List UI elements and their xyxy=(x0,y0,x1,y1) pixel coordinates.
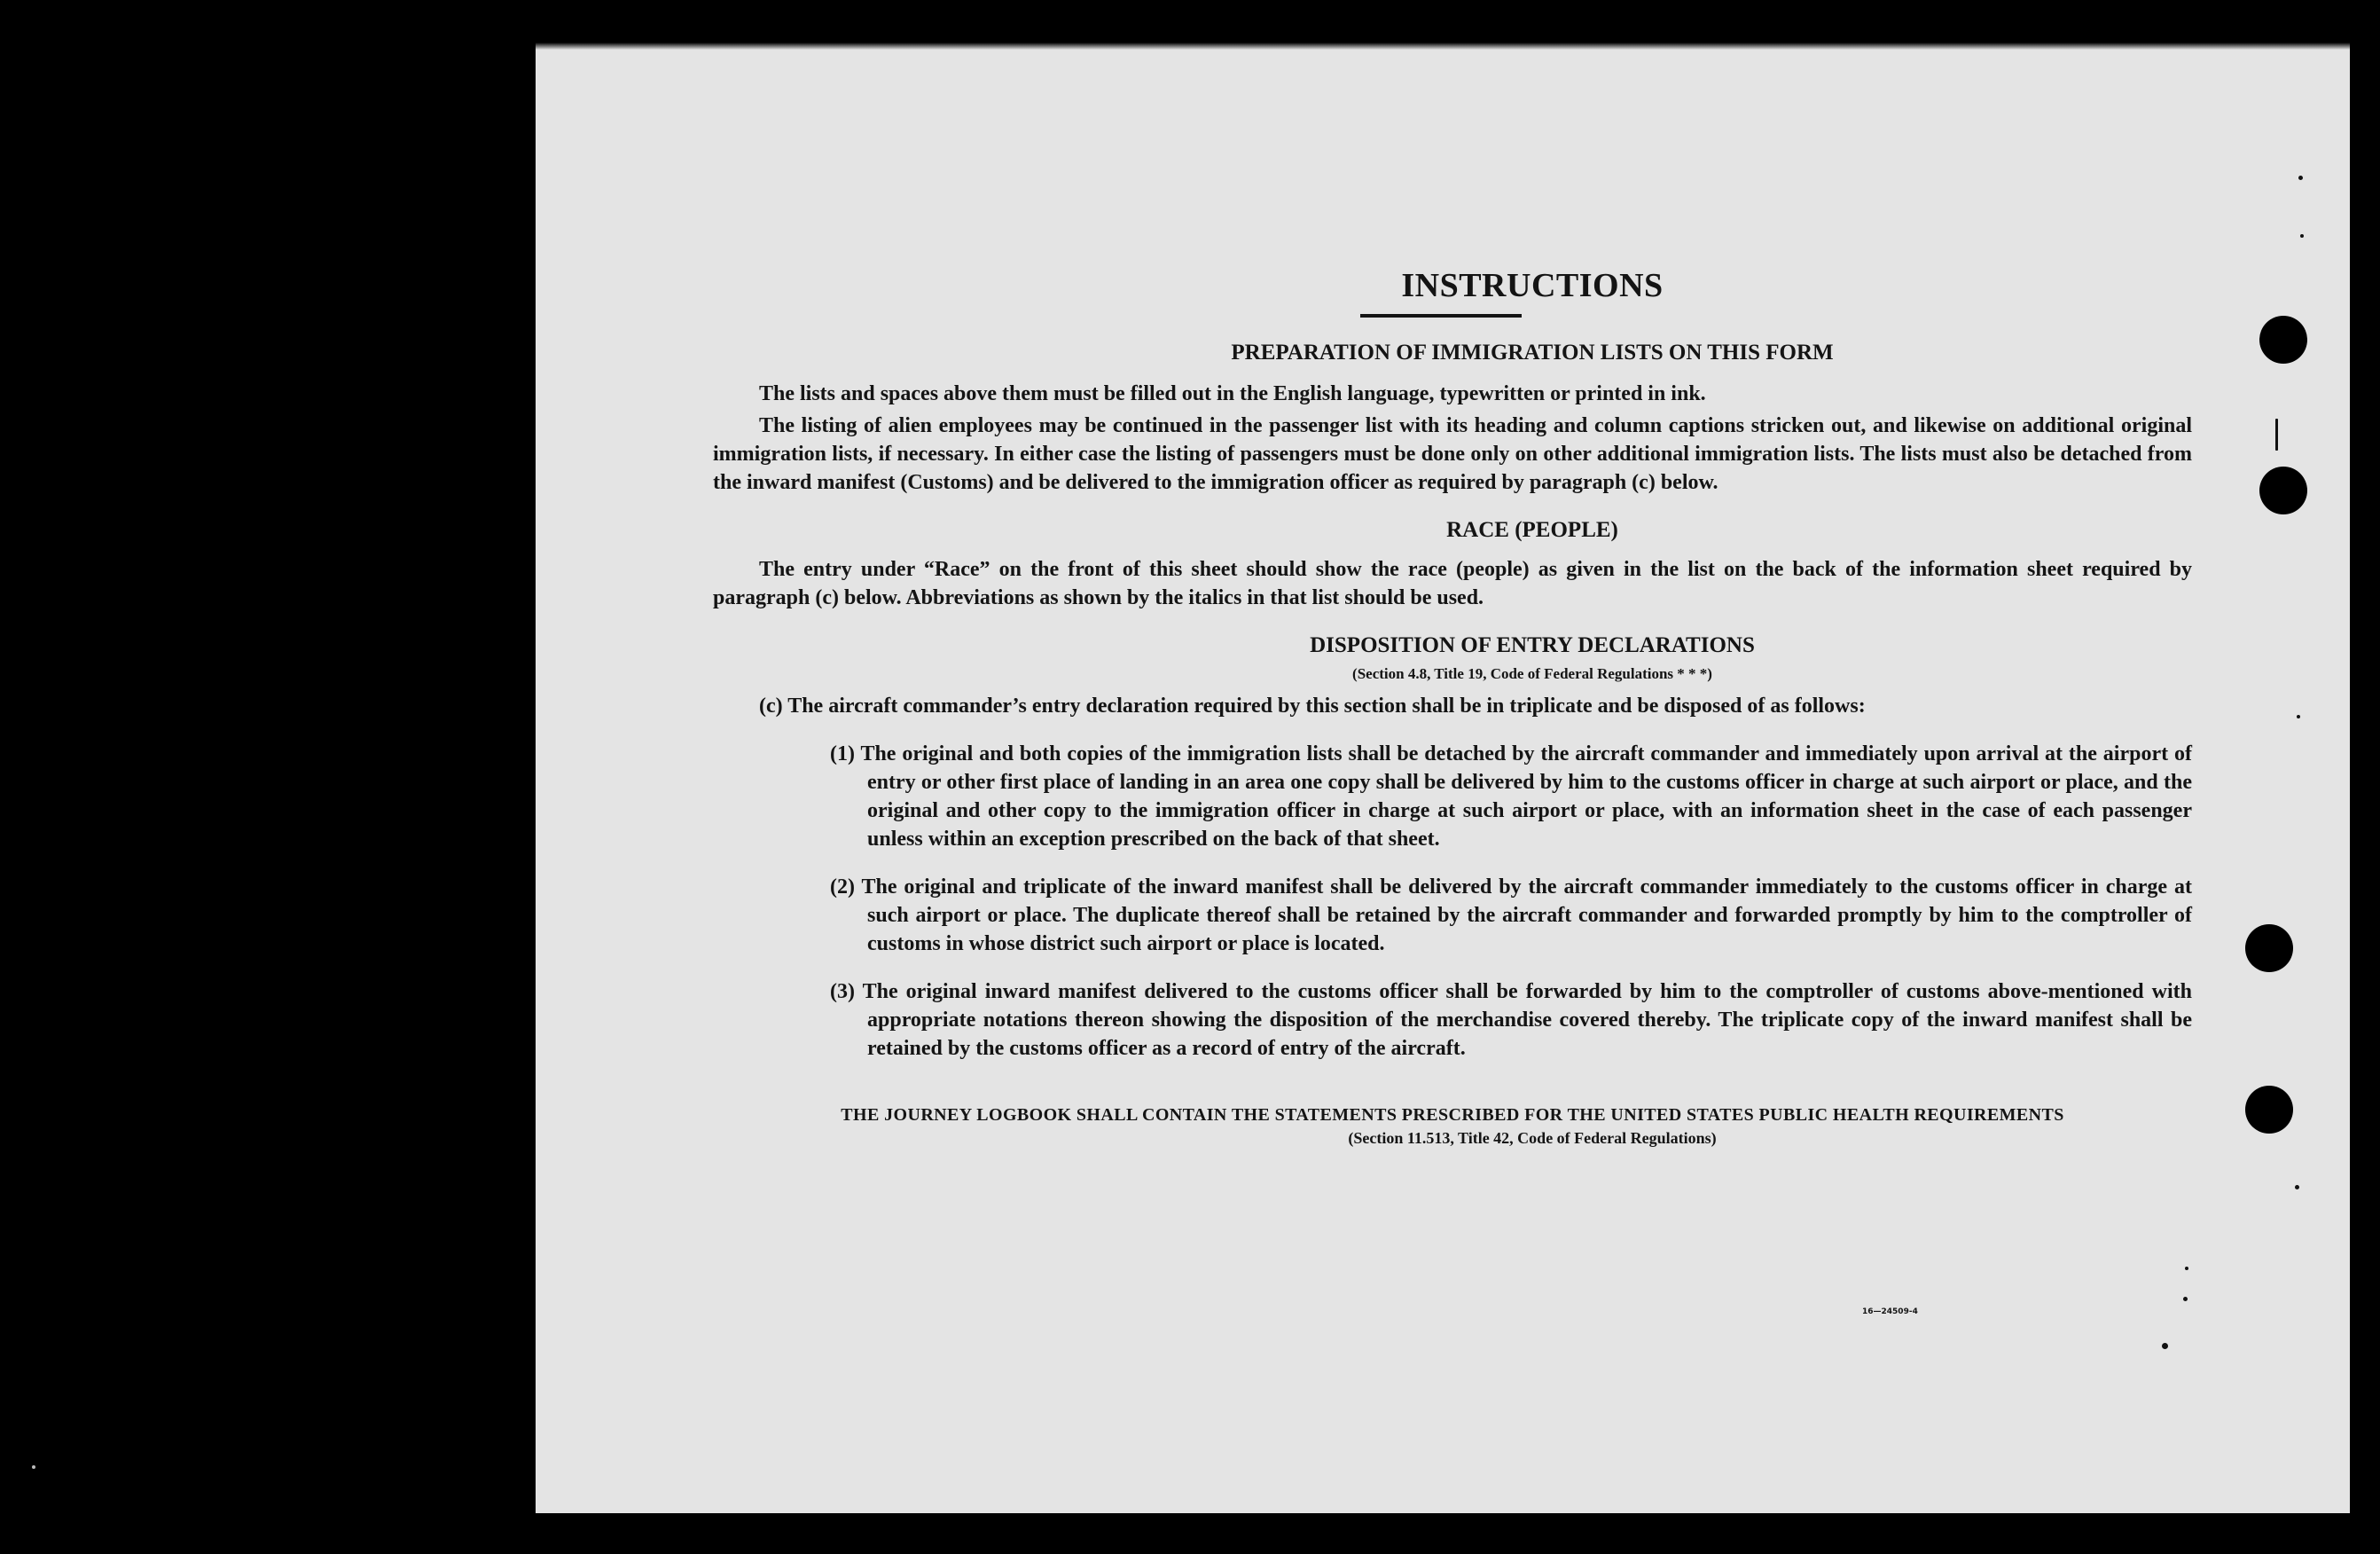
scan-speck xyxy=(2185,1267,2188,1270)
citation-section-4-8: (Section 4.8, Title 19, Code of Federal Regulations * * *) xyxy=(1352,665,1712,682)
page-title: INSTRUCTIONS xyxy=(1401,267,1664,304)
punch-hole xyxy=(2245,1086,2293,1134)
scan-speck xyxy=(32,1465,35,1469)
list-item-3: (3) The original inward manifest delivered to the customs officer shall be forwarded by him to the comptroller of customs above-mentioned with appropriate notations thereon showing the disposition of the merchandise covered thereby. The triplicate copy of the inward manifest shall be retained by the customs officer as a record of entry of the aircraft. xyxy=(830,980,2192,1060)
scan-speck xyxy=(2162,1343,2168,1349)
punch-hole xyxy=(2259,316,2307,364)
instructions-body xyxy=(713,266,2192,1148)
torn-edge xyxy=(536,37,2350,50)
scan-speck xyxy=(2295,1185,2299,1189)
scan-speck xyxy=(2297,715,2300,718)
list-item-2: (2) The original and triplicate of the inward manifest shall be delivered by the aircraft commander immediately to the customs officer in charge at such airport or place. The duplicate thereof shall be retained by the aircraft commander and forwarded promptly by him to the comptroller of customs in whose district such airport or place is located. xyxy=(830,875,2192,955)
document-page xyxy=(536,37,2350,1513)
punch-hole xyxy=(2259,467,2307,514)
paragraph-race: The entry under “Race” on the front of this sheet should show the race (people) as given in the list on the back of the information sheet required by paragraph (c) below. Abbreviations as shown by the italics in that list should be used. xyxy=(713,558,2192,609)
paragraph-language: The lists and spaces above them must be filled out in the English language, typewritten or printed in ink. xyxy=(759,382,1706,405)
paragraph-alien-employees: The listing of alien employees may be continued in the passenger list with its heading and column captions stricken out, and likewise on additional original immigration lists, if necessary. In either case the listing of passengers must be done only on other additional immigration lists. The lists must also be detached from the inward manifest (Customs) and be delivered to the immigration officer as required by paragraph (c) below. xyxy=(713,414,2192,494)
citation-section-11-513: (Section 11.513, Title 42, Code of Federal Regulations) xyxy=(1348,1129,1717,1147)
form-number: 16—24509-4 xyxy=(1862,1307,1918,1316)
scan-speck xyxy=(2275,419,2278,451)
health-requirements-statement: THE JOURNEY LOGBOOK SHALL CONTAIN THE STATEMENTS PRESCRIBED FOR THE UNITED STATES PUBLIC HEALTH REQUIREMENTS xyxy=(841,1105,2064,1125)
paragraph-c: (c) The aircraft commander’s entry declaration required by this section shall be in triplicate and be disposed of as follows: xyxy=(759,695,1866,718)
section-heading-race: RACE (PEOPLE) xyxy=(1446,518,1618,542)
scan-speck xyxy=(2298,176,2303,180)
punch-hole xyxy=(2245,924,2293,972)
list-item-1: (1) The original and both copies of the immigration lists shall be detached by the aircraft commander and immediately upon arrival at the airport of entry or other first place of landing in an area one copy shall be delivered by him to the customs officer in charge at such airport or place, and the original and other copy to the immigration officer in charge at such airport or place, with an information sheet in the case of each passenger unless within an exception prescribed on the back of that sheet. xyxy=(830,742,2192,851)
section-heading-preparation: PREPARATION OF IMMIGRATION LISTS ON THIS FORM xyxy=(1231,341,1834,365)
section-heading-disposition: DISPOSITION OF ENTRY DECLARATIONS xyxy=(1310,633,1755,657)
title-underline xyxy=(1360,314,1522,318)
scan-speck xyxy=(2183,1297,2188,1301)
scan-speck xyxy=(2300,234,2304,238)
